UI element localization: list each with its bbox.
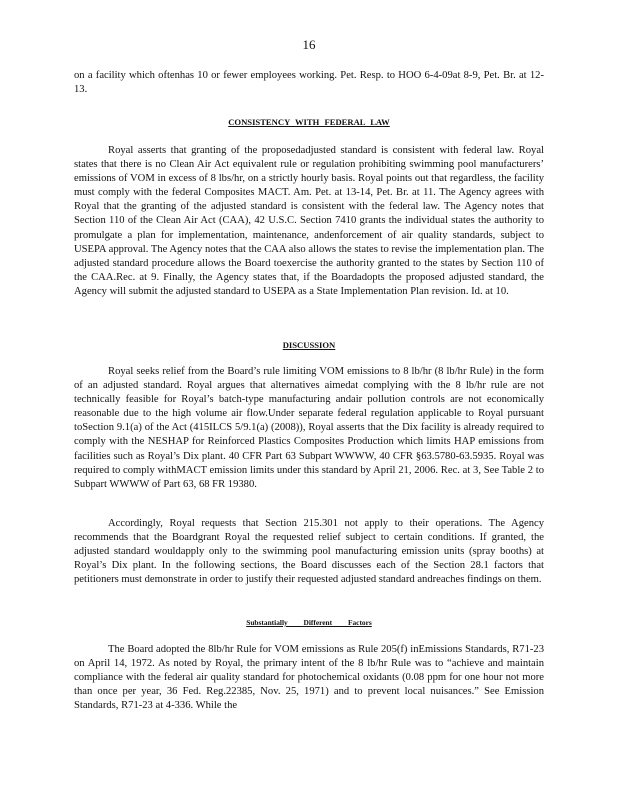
page-number: 16 <box>302 37 316 52</box>
intro-text: on a facility which oftenhas 10 or fewer employees working. Pet. Resp. to HOO 6-4-09at 8-9, Pet. Br. at 12-13. <box>74 70 544 96</box>
discussion-section <box>74 365 544 492</box>
substantially-paragraph: The Board adopted the 8lb/hr Rule for VOM emissions as Rule 205(f) inEmissions Standards, R71-23 on April 14, 1972. As noted by Royal, the primary intent of the 8 lb/hr Rule was to “achieve and maintain compliance with the federal air quality standard for photochemical oxidants (0.08 ppm for one hour not more than once per year, 36 Fed. Reg.22385, Nov. 25, 1971) and to prevent local nuisances.” See Emission Standards, R71-23 at 4-336. While the <box>74 644 544 712</box>
discussion-section-2 <box>74 517 544 587</box>
discussion-paragraph-2: Accordingly, Royal requests that Section 215.301 not apply to their operations. The Agency recommends that the Boardgrant Royal the requested relief subject to certain conditions. If granted, the adjusted standard wouldapply only to the swimming pool manufacturing emission units (spray booths) at Royal’s Dix plant. In the following sections, the Board discusses each of the Section 28.1 factors that petitioners must demonstrate in order to justify their requested adjusted standard andreaches findings on them. <box>74 518 544 586</box>
consistency-paragraph: Royal asserts that granting of the proposedadjusted standard is consistent with federal law. Royal states that there is no Clean Air Act equivalent rule or regulation prohibiting swimming pool manufacturers’ emissions of VOM in excess of 8 lbs/hr, on a strictly hourly basis. Royal points out that regardless, the facility must comply with the federal Composites MACT. Am. Pet. at 13-14, Pet. Br. at 11. The Agency agrees with Royal that the granting of the adjusted standard is consistent with the federal law. The Agency notes that Section 110 of the Clean Air Act (CAA), 42 U.S.C. Section 7410 grants the individual states the authority to promulgate a plan for implementation, maintenance, andenforcement of air quality standards, subject to USEPA approval. The Agency notes that the CAA also allows the states to revise the implementation plan. The adjusted standard procedure allows the Board toexercise the authority granted to the states by Section 110 of the CAA.Rec. at 9. Finally, the Agency states that, if the Boardadopts the proposed adjusted standard, the Agency will submit the adjusted standard to USEPA as a State Implementation Plan revision. Id. at 10. <box>74 145 544 297</box>
substantially-section <box>74 643 544 713</box>
heading-consistency: CONSISTENCY WITH FEDERAL LAW <box>228 117 390 127</box>
consistency-section <box>74 144 544 299</box>
heading-substantially-different: Substantially Different Factors <box>246 618 372 627</box>
discussion-paragraph-1: Royal seeks relief from the Board’s rule limiting VOM emissions to 8 lb/hr (8 lb/hr Rule) in the form of an adjusted standard. Royal argues that alternatives aimedat complying with the 8 lb/hr rule are not technically feasible for Royal’s batch-type manufacturing andair pollution controls are not economically reasonable due to the high volume air flow.Under separate federal regulation applicable to Royal pursuant toSection 9.1(a) of the Act (415ILCS 5/9.1(a) (2008)), Royal asserts that the Dix facility is already required to comply with the NESHAP for Reinforced Plastics Composites Production which limits HAP emissions from facilities such as Royal’s Dix plant. 40 CFR Part 63 Subpart WWWW, 40 CFR §63.5780-63.5935. Royal was required to comply withMACT emission limits under this standard by April 21, 2006. Rec. at 3, See Table 2 to Subpart WWWW of Part 63, 68 FR 19380. <box>74 366 544 490</box>
intro-paragraph <box>74 69 544 97</box>
heading-discussion: DISCUSSION <box>282 340 336 350</box>
